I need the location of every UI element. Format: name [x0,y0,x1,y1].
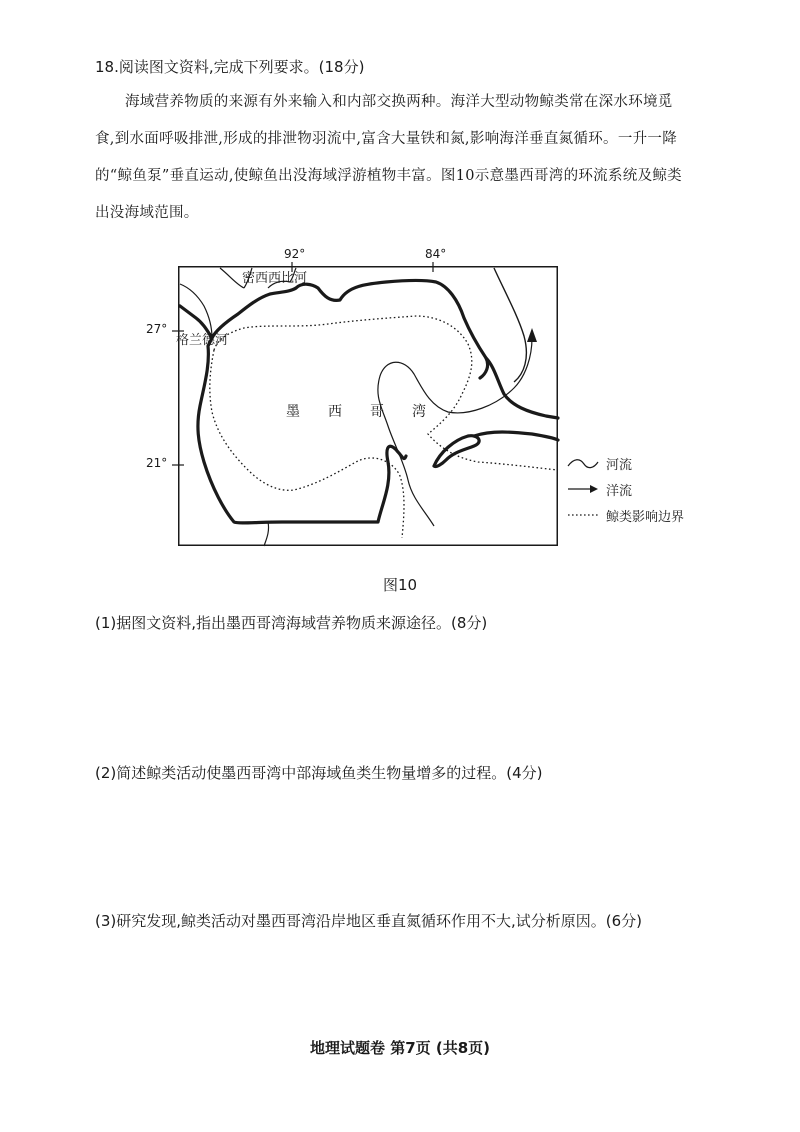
legend-river [566,450,706,476]
label-gulf-char-4: 湾 [412,404,426,420]
coastline-peninsula [434,436,479,467]
question-paragraph-line-3: 的“鲸鱼泵”垂直运动,使鲸鱼出没海域浮游植物丰富。图10示意墨西哥湾的环流系统及鲸类 [95,168,682,184]
lat-label-21: 21° [146,456,168,470]
coastline-upper-left [212,288,296,338]
lat-label-27: 27° [146,322,168,336]
gulf-of-mexico-map [176,247,558,546]
question-paragraph-line-1: 海域营养物质的来源有外来输入和内部交换两种。海洋大型动物鲸类常在深水环境觅 [125,94,673,110]
coastline-top-right [494,268,526,382]
lon-label-84: 84° [425,247,447,261]
question-title: 18.阅读图文资料,完成下列要求。(18分) [95,58,365,76]
legend-boundary-label: 鲸类影响边界 [606,509,685,525]
coastline-main [180,281,488,523]
current-arrowhead [527,328,537,342]
river-symbol-icon [566,456,600,470]
label-gulf-char-2: 西 [328,404,342,420]
label-rio-grande: 格兰德河 [176,333,229,348]
subquestion-2: (2)简述鲸类活动使墨西哥湾中部海域鱼类生物量增多的过程。(4分) [95,764,543,782]
label-gulf-char-3: 哥 [370,404,384,420]
lon-label-92: 92° [284,247,306,261]
label-gulf-char-1: 墨 [286,404,300,420]
map-svg [176,247,558,546]
map-frame [179,267,558,546]
current-arrow-icon [566,482,600,496]
question-paragraph-line-4: 出没海域范围。 [95,205,199,221]
legend-current [566,476,706,502]
coastline-island [474,432,558,440]
map-legend [566,450,706,528]
legend-river-label: 河流 [606,457,633,473]
legend-current-label: 洋流 [606,483,633,499]
page-footer: 地理试题卷 第7页 (共8页) [309,1039,491,1057]
subquestion-1: (1)据图文资料,指出墨西哥湾海域营养物质来源途径。(8分) [95,614,488,632]
river-south [264,522,269,546]
dotted-line-icon [566,508,600,522]
question-paragraph-line-2: 食,到水面呼吸排泄,形成的排泄物羽流中,富含大量铁和氮,影响海洋垂直氮循环。一升一降 [95,131,678,147]
label-mississippi-river: 密西西比河 [242,271,308,286]
subquestion-3: (3)研究发现,鲸类活动对墨西哥湾沿岸地区垂直氮循环作用不大,试分析原因。(6分) [95,912,643,930]
figure-caption: 图10 [382,576,418,594]
legend-boundary [566,502,706,528]
coastline-florida [486,358,558,418]
